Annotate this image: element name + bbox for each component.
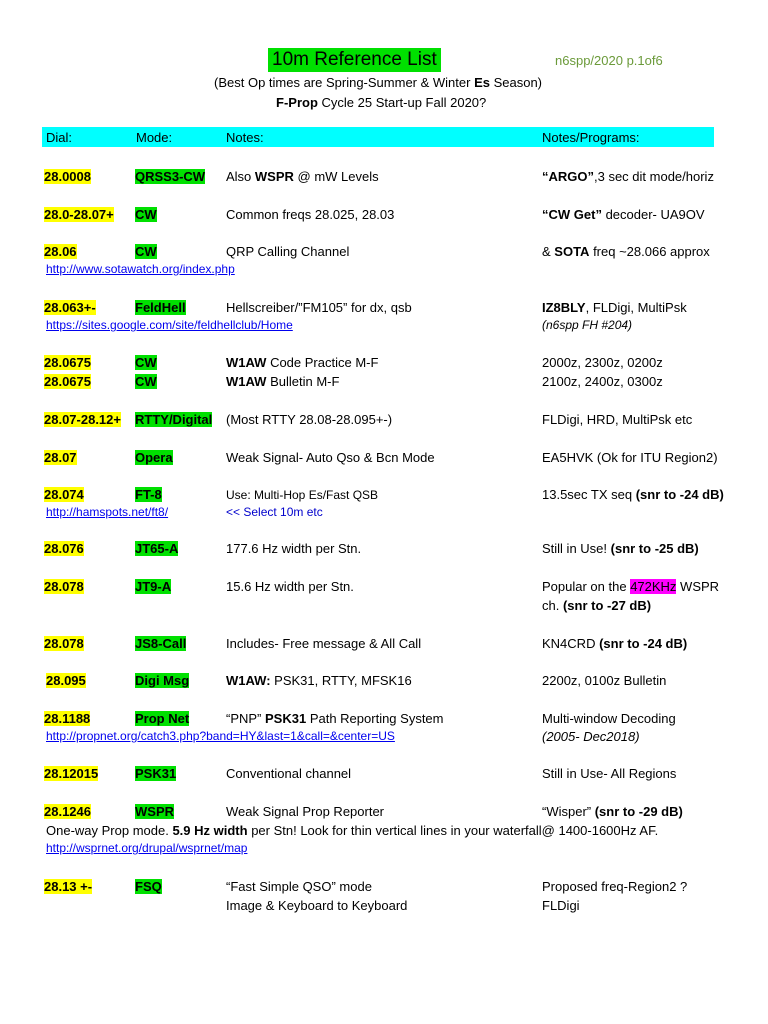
notes-cw1: Common freqs 28.025, 28.03: [226, 207, 395, 222]
dial-propnet: 28.1188: [44, 711, 91, 726]
notes-digimsg: [226, 673, 412, 688]
col-dial: Dial:: [46, 130, 73, 145]
dial-ft8: 28.074: [44, 487, 84, 502]
dial-qrss: 28.0008: [44, 169, 91, 184]
programs-rtty: FLDigi, HRD, MultiPsk etc: [542, 412, 693, 427]
mode-w1aw2: CW: [135, 374, 157, 389]
programs-fsq-1: Proposed freq-Region2 ?: [542, 879, 688, 894]
notes-w1aw1: [226, 355, 378, 370]
subtitle-es: Es: [474, 75, 490, 90]
notes-qrss-1: Also: [226, 169, 255, 184]
notes-rtty: (Most RTTY 28.08-28.095+-): [226, 412, 393, 427]
programs-cw1-2: decoder- UA9OV: [601, 207, 705, 222]
dial-opera: 28.07: [44, 450, 77, 465]
mode-psk31: PSK31: [135, 766, 177, 781]
link-hamspots[interactable]: http://hamspots.net/ft8/: [46, 505, 169, 519]
programs-wspr: [542, 804, 683, 819]
col-programs: Notes/Programs:: [542, 130, 640, 145]
dial-digimsg: 28.095: [46, 673, 86, 688]
fprop-label: F-Prop: [276, 95, 318, 110]
programs-w1aw1: 2000z, 2300z, 0200z: [542, 355, 663, 370]
subtitle-text: (Best Op times are Spring-Summer & Winter: [214, 75, 475, 90]
mode-wspr: WSPR: [135, 804, 174, 819]
programs-feld-1: IZ8BLY: [542, 300, 586, 315]
programs-ft8-2: (snr to -24 dB): [635, 487, 724, 502]
fprop-line: [276, 95, 486, 110]
programs-jt9-5: (snr to -27 dB): [562, 598, 652, 613]
mode-digimsg: Digi Msg: [135, 673, 190, 688]
mode-qrss: QRSS3-CW: [135, 169, 206, 184]
programs-js8: [542, 636, 687, 651]
programs-fsq-2: FLDigi: [542, 898, 580, 913]
programs-js8-1: KN4CRD: [542, 636, 600, 651]
notes-psk31: Conventional channel: [226, 766, 352, 781]
page-title: 10m Reference List: [268, 48, 441, 72]
programs-cw2-1: &: [542, 244, 555, 259]
programs-qrss-1: “ARGO”: [542, 169, 594, 184]
mode-jt65: JT65-A: [135, 541, 179, 556]
programs-cw2-2: SOTA: [554, 244, 590, 259]
notes-js8: Includes- Free message & All Call: [226, 636, 422, 651]
link-feldhell[interactable]: https://sites.google.com/site/feldhellclub/Home: [46, 318, 293, 332]
programs-w1aw2: 2100z, 2400z, 0300z: [542, 374, 663, 389]
notes-propnet-1: “PNP”: [226, 711, 265, 726]
notes-qrss-2: WSPR: [254, 169, 294, 184]
mode-fsq: FSQ: [135, 879, 162, 894]
link-propnet[interactable]: http://propnet.org/catch3.php?band=HY&last=1&call=&center=US: [46, 729, 395, 743]
notes-w1aw2: [226, 374, 339, 389]
subtitle-end: Season): [489, 75, 543, 90]
programs-jt9-1: Popular on the: [542, 579, 631, 594]
notes-wspr: Weak Signal Prop Reporter: [226, 804, 385, 819]
wspr-desc-2: 5.9 Hz width: [172, 823, 248, 838]
mode-ft8: FT-8: [135, 487, 162, 502]
programs-cw1: [542, 207, 705, 222]
dial-cw1: 28.0-28.07+: [44, 207, 114, 222]
dial-cw2: 28.06: [44, 244, 77, 259]
programs-ft8-1: 13.5sec TX seq: [542, 487, 636, 502]
programs-propnet: Multi-window Decoding: [542, 711, 676, 726]
mode-cw1: CW: [135, 207, 157, 222]
dial-js8: 28.078: [44, 636, 84, 651]
notes-jt65: 177.6 Hz width per Stn.: [226, 541, 362, 556]
notes-feld: Hellscreiber/”FM105” for dx, qsb: [226, 300, 412, 315]
notes-digimsg-1: W1AW:: [226, 673, 271, 688]
programs-feld-note: (n6spp FH #204): [542, 318, 633, 332]
programs-cw2: [542, 244, 710, 259]
programs-cw2-3: freq ~28.066 approx: [589, 244, 710, 259]
programs-jt9-line2: [542, 598, 651, 613]
mode-opera: Opera: [135, 450, 173, 465]
mode-rtty: RTTY/Digital: [135, 412, 213, 427]
programs-jt9-3: WSPR: [676, 579, 720, 594]
programs-feld: [542, 300, 687, 315]
mode-w1aw1: CW: [135, 355, 157, 370]
notes-digimsg-2: PSK31, RTTY, MFSK16: [270, 673, 412, 688]
notes-w1aw1-2: Code Practice M-F: [266, 355, 379, 370]
notes-w1aw2-2: Bulletin M-F: [266, 374, 340, 389]
dial-jt65: 28.076: [44, 541, 84, 556]
programs-cw1-1: “CW Get”: [542, 207, 602, 222]
notes-w1aw2-1: W1AW: [226, 374, 267, 389]
notes-qrss: [226, 169, 379, 184]
col-notes: Notes:: [226, 130, 264, 145]
dial-w1aw1: 28.0675: [44, 355, 91, 370]
wspr-description: [46, 823, 658, 838]
notes-propnet: [226, 711, 444, 726]
programs-qrss: [542, 169, 714, 184]
programs-jt9-4: ch.: [542, 598, 563, 613]
programs-jt65: [542, 541, 699, 556]
wspr-desc-1: One-way Prop mode.: [46, 823, 173, 838]
notes-opera: Weak Signal- Auto Qso & Bcn Mode: [226, 450, 435, 465]
programs-jt65-2: (snr to -25 dB): [610, 541, 699, 556]
link-sotawatch[interactable]: http://www.sotawatch.org/index.php: [46, 262, 235, 276]
programs-propnet-dates: (2005- Dec2018): [542, 729, 640, 744]
dial-feld: 28.063+-: [44, 300, 96, 315]
programs-digimsg: 2200z, 0100z Bulletin: [542, 673, 667, 688]
dial-psk31: 28.12015: [44, 766, 99, 781]
notes-ft8: Use: Multi-Hop Es/Fast QSB: [226, 488, 379, 502]
notes-jt9: 15.6 Hz width per Stn.: [226, 579, 354, 594]
programs-feld-2: , FLDigi, MultiPsk: [585, 300, 687, 315]
mode-js8: JS8-Call: [135, 636, 187, 651]
notes-propnet-3: Path Reporting System: [306, 711, 444, 726]
programs-js8-2: (snr to -24 dB): [599, 636, 688, 651]
dial-jt9: 28.078: [44, 579, 84, 594]
dial-w1aw2: 28.0675: [44, 374, 91, 389]
programs-jt9-472khz: 472KHz: [630, 579, 677, 594]
mode-feld: FeldHell: [135, 300, 186, 315]
dial-wspr: 28.1246: [44, 804, 91, 819]
notes-fsq-1: “Fast Simple QSO” mode: [226, 879, 372, 894]
programs-wspr-2: (snr to -29 dB): [594, 804, 683, 819]
notes-ft8-select: << Select 10m etc: [226, 505, 323, 519]
notes-w1aw1-1: W1AW: [226, 355, 267, 370]
programs-ft8: [542, 487, 724, 502]
notes-cw2: QRP Calling Channel: [226, 244, 350, 259]
subtitle: [214, 75, 542, 90]
programs-opera: EA5HVK (Ok for ITU Region2): [542, 450, 718, 465]
notes-propnet-2: PSK31: [265, 711, 307, 726]
mode-propnet: Prop Net: [135, 711, 190, 726]
programs-jt65-1: Still in Use!: [542, 541, 611, 556]
programs-psk31: Still in Use- All Regions: [542, 766, 677, 781]
fprop-text: Cycle 25 Start-up Fall 2020?: [317, 95, 487, 110]
dial-fsq: 28.13 +-: [44, 879, 93, 894]
mode-cw2: CW: [135, 244, 157, 259]
notes-qrss-3: @ mW Levels: [293, 169, 379, 184]
author-page: n6spp/2020 p.1of6: [555, 53, 663, 68]
programs-qrss-2: ,3 sec dit mode/horiz: [594, 169, 714, 184]
mode-jt9: JT9-A: [135, 579, 172, 594]
programs-jt9: [542, 579, 719, 594]
wspr-desc-3: per Stn! Look for thin vertical lines in your waterfall@ 1400-1600Hz AF.: [247, 823, 659, 838]
notes-fsq-2: Image & Keyboard to Keyboard: [226, 898, 408, 913]
dial-rtty: 28.07-28.12+: [44, 412, 121, 427]
programs-wspr-1: “Wisper”: [542, 804, 595, 819]
col-mode: Mode:: [136, 130, 173, 145]
link-wsprnet[interactable]: http://wsprnet.org/drupal/wsprnet/map: [46, 841, 248, 855]
